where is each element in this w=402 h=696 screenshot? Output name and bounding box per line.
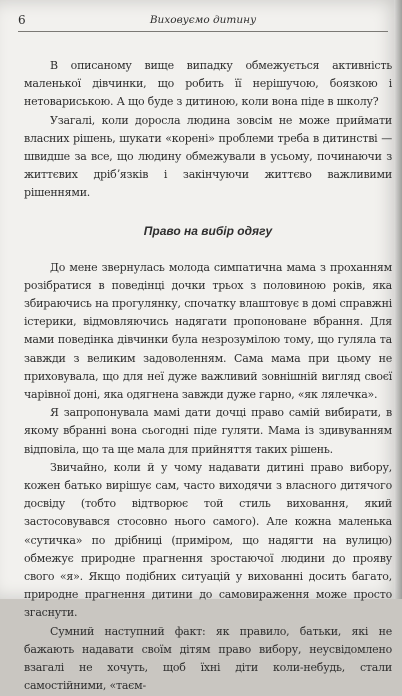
paragraph-3: До мене звернулась молода симпатична мама з проханням розібратися в поведінці дочки трьох з половиною років, яка збираючись на прогулянку, спочатку влаштовує в домі справжні істерики, відмовляючись надягати пропоноване вбрання. Для мами поведінка дівчинки була незрозумілою тому, що гуляла та завжди з великим задоволенням. Сама мама при цьому не приховувала, що для неї дуже важливий зовнішній вигляд своєї чарівної доні, яка одягнена завжди дуже гарно, «як лялечка». xyxy=(24,260,392,402)
paragraph-5: Звичайно, коли й у чому надавати дитині право вибору, кожен батько вирішує сам, часто виходячи з власного дитячого досвіду (тобто відтворює той стиль виховання, який застосовувався стосовно нього самого). Але кожна маленька «сутичка» по дрібниці (приміром, що надягти на вулицю) обмежує природне прагнення зростаючої людини до прояву свого «я». Якщо подібних ситуацій у вихованні досить багато, природне прагнення дитини до самовираження може просто згаснути. xyxy=(24,460,392,620)
header-rule xyxy=(18,31,388,32)
paragraph-1: В описаному вище випадку обмежується активність маленької дівчинки, що робить її нерішучою, боязкою і нетовариською. А що буде з дитиною, коли вона піде в школу? xyxy=(24,59,392,109)
paragraph-2: Узагалі, коли доросла людина зовсім не може приймати власних рішень, шукати «корені» проблеми треба в дитинстві — швидше за все, що людину обмежували в усьому, починаючи з життєвих дрібʼязків і закінчуючи життєво важливими рішеннями. xyxy=(24,113,392,200)
page-number: 6 xyxy=(18,13,26,27)
paragraph-4: Я запропонувала мамі дати дочці право самій вибирати, в якому вбранні вона сьогодні піде гуляти. Мама із здивуванням відповіла, що та ще мала для прийняття таких рішень. xyxy=(24,406,392,456)
body-text xyxy=(24,57,392,696)
page-gutter-shadow xyxy=(394,0,402,599)
paragraph-6: Сумний наступний факт: як правило, батьки, які не бажають надавати своїм дітям право вибору, неусвідомлено взагалі не хочуть, щоб їхні діти коли-небудь, стали самостійними, «таєм- xyxy=(24,624,392,693)
section-title: Право на вибір одягу xyxy=(143,223,273,238)
running-head: Виховуємо дитину xyxy=(149,14,257,26)
page-header xyxy=(18,11,388,29)
